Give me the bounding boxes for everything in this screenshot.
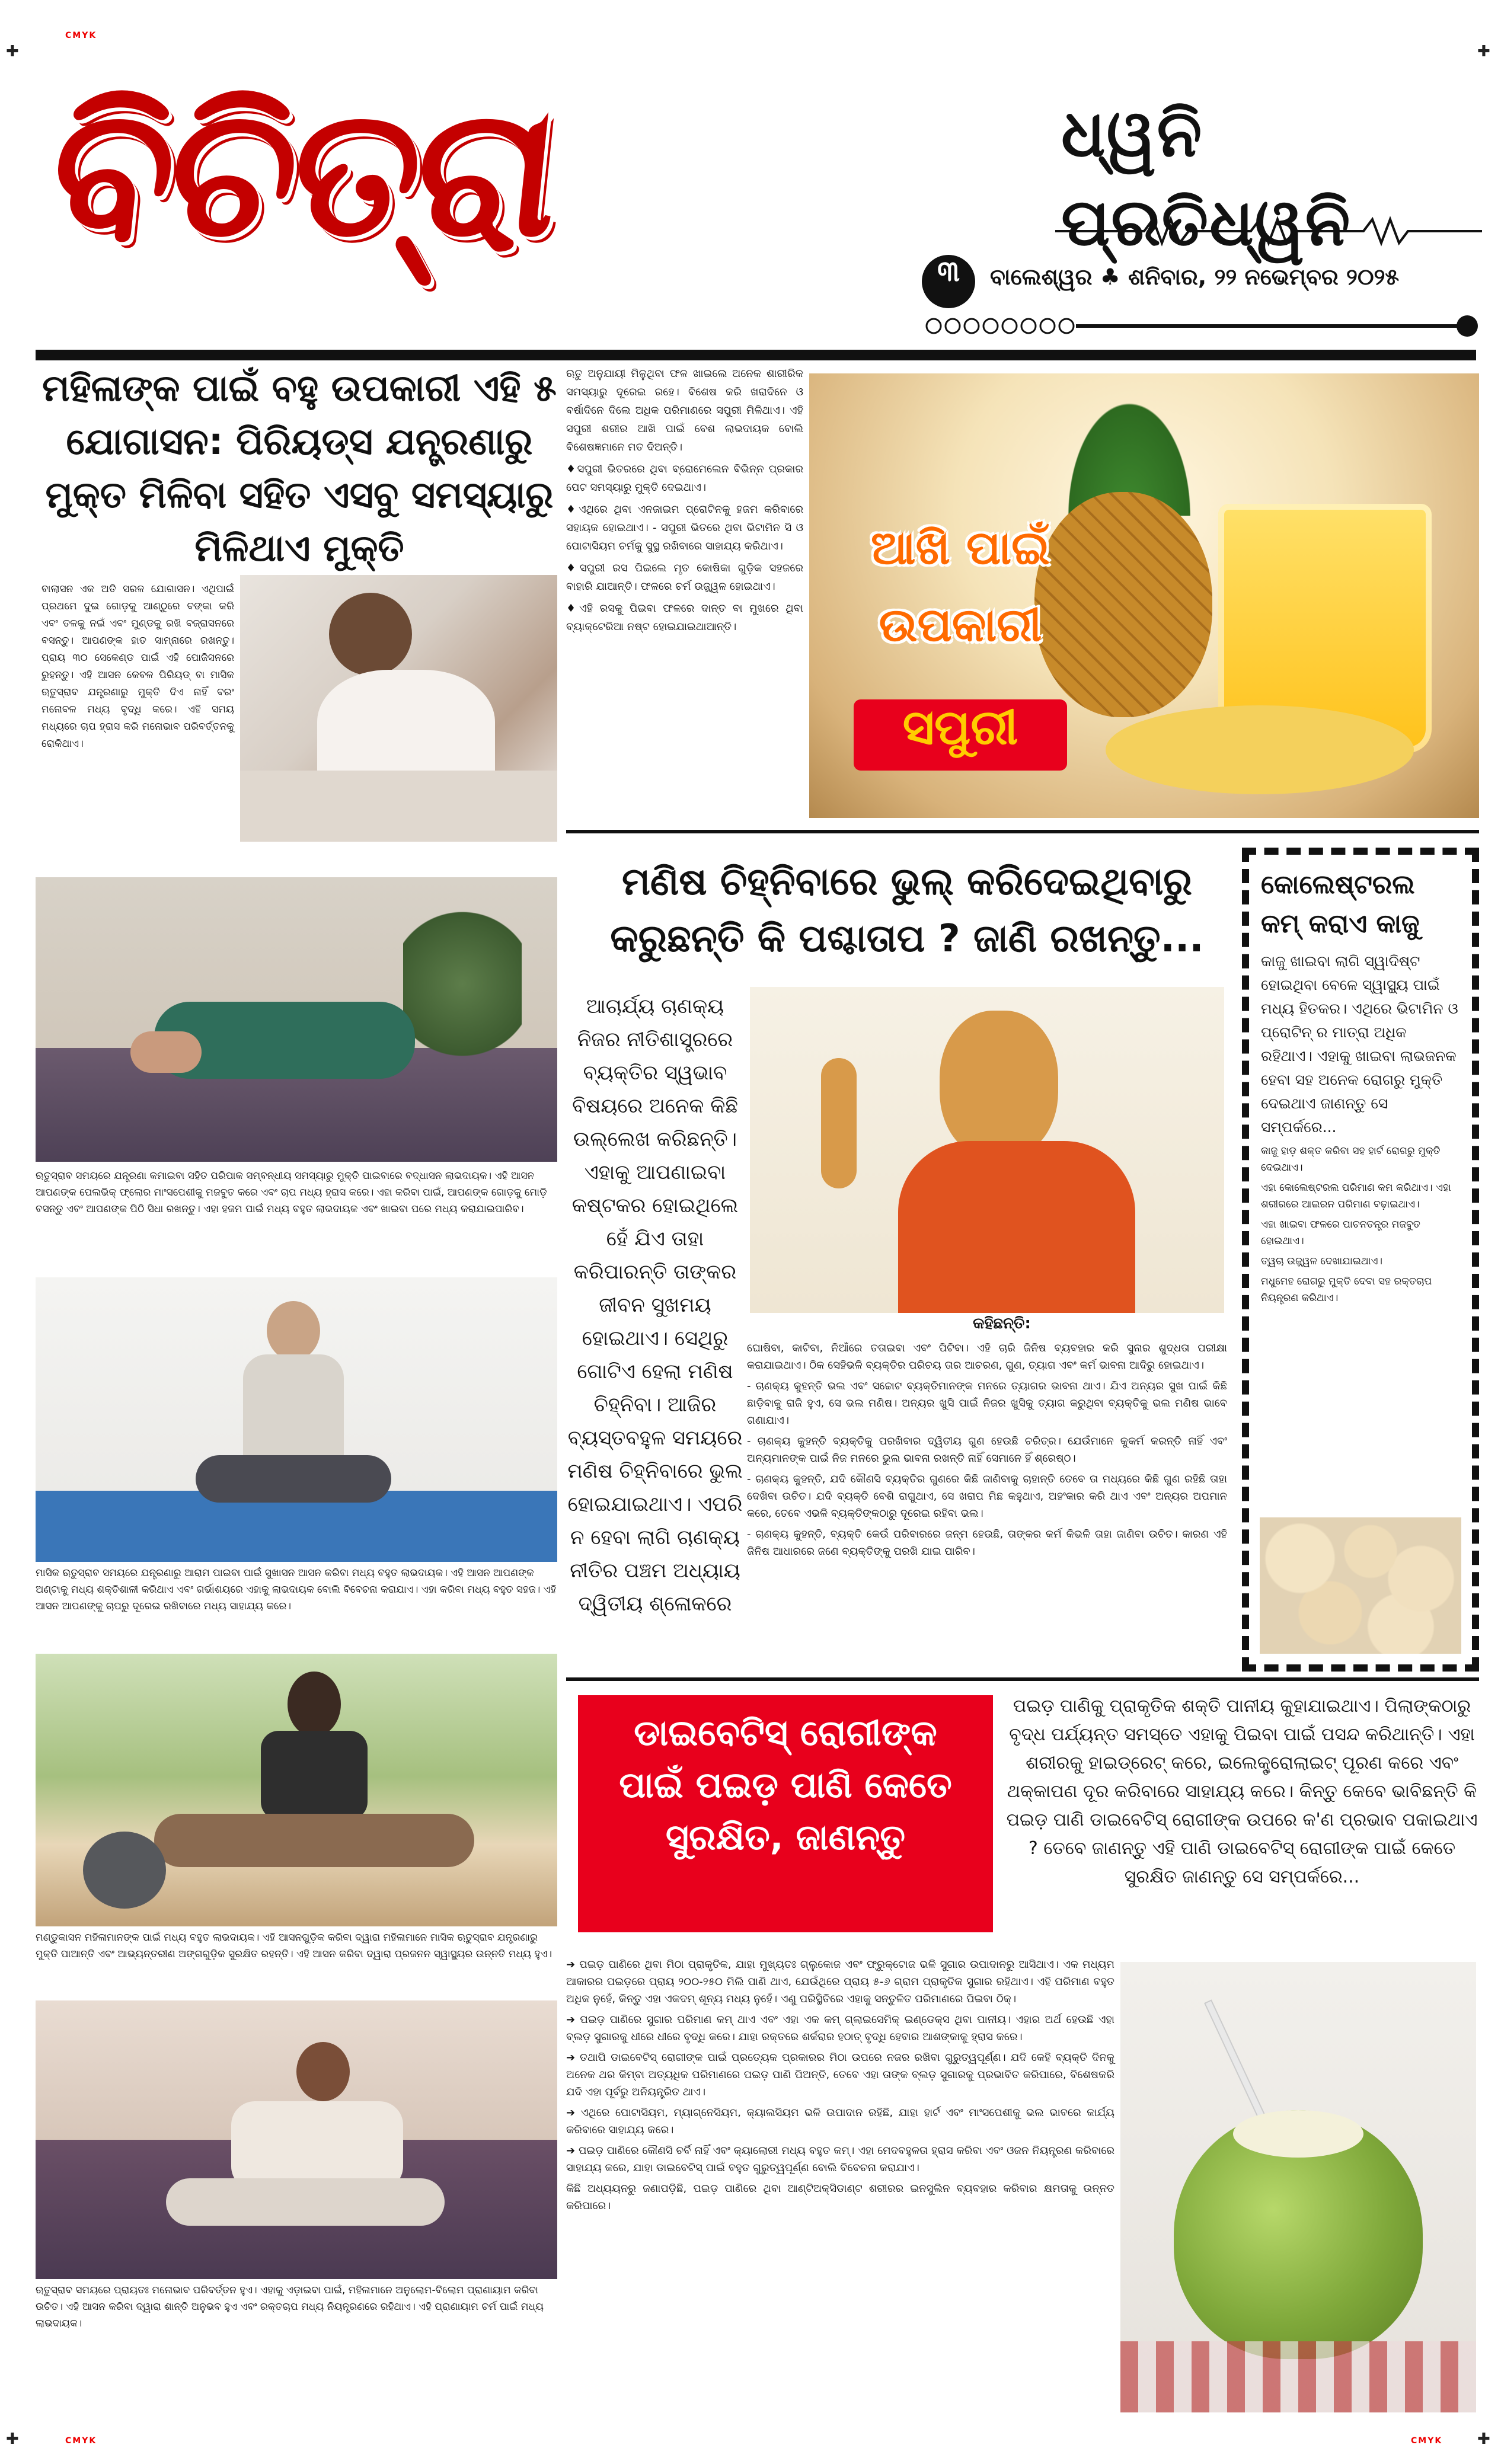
yoga-caption-3: ମଣ୍ଡୁକାସନ ମହିଳାମାନଙ୍କ ପାଇଁ ମଧ୍ୟ ବହୁତ ଲାଭଦାୟକ। ଏହି ଆସନଗୁଡ଼ିକ କରିବା ଦ୍ୱାରା ମହିଳାମାନେ ମାସିକ ଋତୁସ୍ରାବ ଯନ୍ତ୍ରଣାରୁ ମୁକ୍ତି ପାଆନ୍ତି ଏବଂ ଆଭ୍ୟନ୍ତରୀଣ ଅଙ୍ଗଗୁଡ଼ିକ ସୁରକ୍ଷିତ ରହନ୍ତି। ଏହି ଆସନ କରିବା ଦ୍ୱାରା ପ୍ରଜନନ ସ୍ୱାସ୍ଥ୍ୟର ଉନ୍ନତି ମଧ୍ୟ ହୁଏ। bbox=[36, 1932, 552, 1960]
coconut-headline-box bbox=[578, 1695, 993, 1932]
coconut-bullet-2: ➔ ତଥାପି ଡାଇବେଟିସ୍ ରୋଗୀଙ୍କ ପାଇଁ ପ୍ରତ୍ୟେକ ପ୍ରକାରର ମିଠା ଉପରେ ନଜର ରଖିବା ଗୁରୁତ୍ୱପୂର୍ଣ୍ଣ। ଯଦି କେହି ବ୍ୟକ୍ତି ଦିନକୁ ଅନେକ ଥର କିମ୍ବା ଅତ୍ୟଧିକ ପରିମାଣରେ ପଇଡ଼ ପାଣି ପିଅନ୍ତି, ତେବେ ଏହା ତାଙ୍କ ବ୍ଲଡ଼ ସୁଗାରକୁ ପ୍ରଭାବିତ କରିପାରେ, ବିଶେଷକରି ଯଦି ଏହା ପୂର୍ବରୁ ଅନିୟନ୍ତ୍ରିତ ଥାଏ। bbox=[566, 2051, 1114, 2098]
cashew-para-2: ଏହା କୋଲେଷ୍ଟରଲ ପରିମାଣ କମ କରିଥାଏ। ଏହା ଶରୀରରେ ଆଇରନ ପରିମାଣ ବଢ଼ାଇଥାଏ। bbox=[1261, 1182, 1451, 1210]
photo-coconut bbox=[1120, 1962, 1476, 2412]
chanakya-headline: ମଣିଷ ଚିହ୍ନିବାରେ ଭୁଲ୍ କରିଦେଇଥିବାରୁ କରୁଛନ୍ତି କି ପଶ୍ଚାତାପ ? ଜାଣି ରଖନ୍ତୁ... bbox=[610, 860, 1204, 961]
pineapple-para-2: ♦ଏଥିରେ ଥିବା ଏନଜାଇମ ପ୍ରୋଟିନକୁ ହଜମ କରିବାରେ ସହାୟକ ହୋଇଥାଏ। - ସପୁରୀ ଭିତରେ ଥିବା ଭିଟାମିନ ସି ଓ ପୋଟାସିୟମ ଚର୍ମକୁ ସୁସ୍ଥ ରଖିବାରେ ସାହାଯ୍ୟ କରିଥାଏ। bbox=[566, 503, 803, 552]
section-rule-lower bbox=[566, 1677, 1479, 1681]
yoga-caption-4: ଋତୁସ୍ରାବ ସମୟରେ ପ୍ରାୟତଃ ମନୋଭାବ ପରିବର୍ତ୍ତନ ହୁଏ। ଏହାକୁ ଏଡ଼ାଇବା ପାଇଁ, ମହିଳାମାନେ ଅନୁଲୋମ-ବିଲୋମ ପ୍ରାଣାୟାମ କରିବା ଉଚିତ। ଏହି ଆସନ କରିବା ଦ୍ୱାରା ଶାନ୍ତି ଅନୁଭବ ହୁଏ ଏବଂ ରକ୍ତଚାପ ମଧ୍ୟ ନିୟନ୍ତ୍ରଣରେ ରହିଥାଏ। ଏହି ପ୍ରାଣାୟାମ ଚର୍ମ ପାଇଁ ମଧ୍ୟ ଲାଭଦାୟକ। bbox=[36, 2284, 544, 2329]
coconut-bullet-4: ➔ ପଇଡ଼ ପାଣିରେ କୌଣସି ଚର୍ବି ନାହିଁ ଏବଂ କ୍ୟାଲୋରୀ ମଧ୍ୟ ବହୁତ କମ୍। ଏହା ମେଦବହୁଳତା ହ୍ରାସ କରିବା ଏବଂ ଓଜନ ନିୟନ୍ତ୍ରଣ କରିବାରେ ସାହାଯ୍ୟ କରେ, ଯାହା ଡାଇବେଟିସ୍ ପାଇଁ ବହୁତ ଗୁରୁତ୍ୱପୂର୍ଣ୍ଣ ବୋଲି ବିବେଚନା କରାଯାଏ। bbox=[566, 2145, 1114, 2174]
photo-mandukasana bbox=[36, 1654, 557, 1926]
yoga-caption-2: ମାସିକ ଋତୁସ୍ରାବ ସମୟରେ ଯନ୍ତ୍ରଣାରୁ ଆରାମ ପାଇବା ପାଇଁ ସୁଖାସନ ଆସନ କରିବା ମଧ୍ୟ ବହୁତ ଲାଭଦାୟକ। ଏହି ଆସନ ଆପଣଙ୍କ ଅଣ୍ଟାକୁ ମଧ୍ୟ ଶକ୍ତିଶାଳୀ କରିଥାଏ ଏବଂ ଗର୍ଭାଶୟରେ ଏହାକୁ ଲାଭଦାୟକ ବୋଲି ବିବେଚନା କରାଯାଏ। ଏହା କରିବା ମଧ୍ୟ ବହୁତ ସହଜ। ଏହି ଆସନ ଆପଣଙ୍କୁ ଚାପରୁ ଦୂରେଇ ରଖିବାରେ ମଧ୍ୟ ସାହାଯ୍ୟ କରେ। bbox=[36, 1567, 557, 1612]
cmyk-mark-bottom-left: CMYK bbox=[65, 2436, 97, 2446]
pineapple-overlay-line3: ସପୁରୀ bbox=[854, 699, 1067, 771]
chanakya-subhead: କହିଛନ୍ତି: bbox=[973, 1315, 1031, 1332]
masthead-title: ବିଚିତ୍ରା bbox=[42, 67, 566, 276]
chanakya-left-column: ଆଚାର୍ଯ୍ୟ ଚାଣକ୍ୟ ନିଜର ନୀତିଶାସ୍ତ୍ରରେ ବ୍ୟକ୍ତିର ସ୍ୱଭାବ ବିଷୟରେ ଅନେକ କିଛି ଉଲ୍ଲେଖ କରିଛନ୍ତି। ଏହାକୁ ଆପଣାଇବା କଷ୍ଟକର ହୋଇଥିଲେ ହେଁ ଯିଏ ତାହା କରିପାରନ୍ତି ତାଙ୍କର ଜୀବନ ସୁଖମୟ ହୋଇଥାଏ। ସେଥିରୁ ଗୋଟିଏ ହେଲା ମଣିଷ ଚିହ୍ନିବା। ଆଜିର ବ୍ୟସ୍ତବହୁଳ ସମୟରେ ମଣିଷ ଚିହ୍ନିବାରେ ଭୁଲ ହୋଇଯାଇଥାଏ। ଏପରି ନ ହେବା ଲାଗି ଚାଣକ୍ୟ ନୀତିର ପଞ୍ଚମ ଅଧ୍ୟାୟ ଦ୍ୱିତୀୟ ଶ୍ଳୋକରେ bbox=[567, 995, 743, 1616]
chanakya-para-4: - ଚାଣକ୍ୟ କୁହନ୍ତି, ବ୍ୟକ୍ତି କେଉଁ ପରିବାରରେ ଜନ୍ମ ହେଉଛି, ତାଙ୍କର କର୍ମ କିଭଳି ତାହା ଜାଣିବା ଉଚିତ। କାରଣ ଏହି ଜିନିଷ ଆଧାରରେ ଜଣେ ବ୍ୟକ୍ତିଙ୍କୁ ପରଖି ଯାଇ ପାରିବ। bbox=[747, 1528, 1227, 1558]
coconut-headline: ଡାଇବେଟିସ୍ ରୋଗୀଙ୍କ ପାଇଁ ପଇଡ଼ ପାଣି କେତେ ସୁରକ୍ଷିତ, ଜାଣନ୍ତୁ bbox=[619, 1712, 952, 1858]
registration-mark-bottom-left: ✚ bbox=[6, 2430, 19, 2448]
coconut-intro: ପଇଡ଼ ପାଣିକୁ ପ୍ରାକୃତିକ ଶକ୍ତି ପାନୀୟ କୁହାଯାଇଥାଏ। ପିଲାଙ୍କଠାରୁ ବୃଦ୍ଧ ପର୍ଯ୍ୟନ୍ତ ସମସ୍ତେ ଏହାକୁ ପିଇବା ପାଇଁ ପସନ୍ଦ କରିଥାନ୍ତି। ଏହା ଶରୀରକୁ ହାଇଡ୍ରେଟ୍ କରେ, ଇଲେକ୍ଟ୍ରୋଲାଇଟ୍ ପୂରଣ କରେ ଏବଂ ଥକ୍କାପଣ ଦୂର କରିବାରେ ସାହାଯ୍ୟ କରେ। କିନ୍ତୁ କେବେ ଭାବିଛନ୍ତି କି ପଇଡ଼ ପାଣି ଡାଇବେଟିସ୍ ରୋଗୀଙ୍କ ଉପରେ କ'ଣ ପ୍ରଭାବ ପକାଇଥାଏ ? ତେବେ ଜାଣନ୍ତୁ ଏହି ପାଣି ଡାଇବେଟିସ୍ ରୋଗୀଙ୍କ ପାଇଁ କେତେ ସୁରକ୍ଷିତ ଜାଣନ୍ତୁ ସେ ସମ୍ପର୍କରେ... bbox=[1006, 1696, 1478, 1887]
chanakya-para-2: - ଚାଣକ୍ୟ କୁହନ୍ତି ବ୍ୟକ୍ତିକୁ ପରଖିବାର ଦ୍ୱିତୀୟ ଗୁଣ ହେଉଛି ଚରିତ୍ର। ଯେଉଁମାନେ କୁକର୍ମ କରନ୍ତି ନାହିଁ ଏବଂ ଅନ୍ୟମାନଙ୍କ ପାଇଁ ନିଜ ମନରେ ଭୁଲ ଭାବନା ରଖନ୍ତି ନାହିଁ ସେମାନେ ହିଁ ଶ୍ରେଷ୍ଠ। bbox=[747, 1435, 1227, 1465]
coconut-bullet-1: ➔ ପଇଡ଼ ପାଣିରେ ସୁଗାର ପରିମାଣ କମ୍ ଥାଏ ଏବଂ ଏହା ଏକ କମ୍ ଗ୍ଲାଇସେମିକ୍ ଇଣ୍ଡେକ୍ସ ଥିବା ପାନୀୟ। ଏହାର ଅର୍ଥ ହେଉଛି ଏହା ବ୍ଲଡ଼ ସୁଗାରକୁ ଧୀରେ ଧୀରେ ବୃଦ୍ଧି କରେ। ଯାହା ରକ୍ତରେ ଶର୍କରାର ହଠାତ୍ ବୃଦ୍ଧି ହେବାର ଆଶଙ୍କାକୁ ହ୍ରାସ କରେ। bbox=[566, 2014, 1114, 2043]
pineapple-overlay-line2: ଉପକାରୀ bbox=[879, 599, 1042, 652]
chanakya-para-0: ଘୋଷିବା, କାଟିବା, ନିଆଁରେ ତତାଇବା ଏବଂ ପିଟିବା। ଏହି ଚାରି ଜିନିଷ ବ୍ୟବହାର କରି ସୁନାର ଶୁଦ୍ଧତା ପରୀକ୍ଷା କରାଯାଇଥାଏ। ଠିକ ସେହିଭଳି ବ୍ୟକ୍ତିର ପରିଚୟ ତାର ଆଚରଣ, ଗୁଣ, ତ୍ୟାଗ ଏବଂ କର୍ମ ଭାବନା ଆଦିରୁ ହୋଇଥାଏ। bbox=[747, 1342, 1227, 1372]
coconut-body bbox=[566, 1956, 1114, 2418]
yoga-intro-text: ବାଲାସନ ଏକ ଅତି ସରଳ ଯୋଗାସନ। ଏଥିପାଇଁ ପ୍ରଥମେ ଦୁଇ ଗୋଡ଼କୁ ଆଣ୍ଠୁରେ ବଙ୍କା କରି ଏବଂ ତଳକୁ ନଇଁ ଏବଂ ମୁଣ୍ଡକୁ ରଖି ବଜ୍ରାସନରେ ବସନ୍ତୁ। ଆପଣଙ୍କ ହାତ ସାମ୍ନାରେ ରଖନ୍ତୁ। ପ୍ରାୟ ୩୦ ସେକେଣ୍ଡ ପାଇଁ ଏହି ପୋଜିସନରେ ରୁହନ୍ତୁ। ଏହି ଆସନ କେବଳ ପିରିୟଡ୍ ବା ମାସିକ ଋତୁସ୍ରାବ ଯନ୍ତ୍ରଣାରୁ ମୁକ୍ତି ଦିଏ ନାହିଁ ବରଂ ମନୋବଳ ମଧ୍ୟ ବୃଦ୍ଧି କରେ। ଏହି ସମୟ ମଧ୍ୟରେ ଚାପ ହ୍ରାସ କରି ମନୋଭାବ ପରିବର୍ତ୍ତନକୁ ରୋକିଥାଏ। bbox=[41, 583, 234, 750]
yoga-caption-1: ଋତୁସ୍ରାବ ସମୟରେ ଯନ୍ତ୍ରଣା କମାଇବା ସହିତ ପରିପାକ ସମ୍ବନ୍ଧୀୟ ସମସ୍ୟାରୁ ମୁକ୍ତି ପାଇବାରେ ବଦ୍ଧାସନ ଲାଭଦାୟକ। ଏହି ଆସନ ଆପଣଙ୍କ ପେଲଭିକ୍ ଫ୍ଲୋର ମାଂସପେଶୀକୁ ମଜବୁତ କରେ ଏବଂ ଚାପ ମଧ୍ୟ ହ୍ରାସ କରେ। ଏହା କରିବା ପାଇଁ, ଆପଣଙ୍କ ଗୋଡ଼କୁ ମୋଡ଼ି ବସନ୍ତୁ ଏବଂ ଆପଣଙ୍କ ପିଠି ସିଧା ରଖନ୍ତୁ। ଏହା ହଜମ ପାଇଁ ମଧ୍ୟ ବହୁତ ଲାଭଦାୟକ ଏବଂ ଖାଇବା ପରେ ମଧ୍ୟ କରାଯାଇପାରିବ। bbox=[36, 1170, 547, 1215]
pineapple-para-4: ♦ଏହି ରସକୁ ପିଇବା ଫଳରେ ଦାନ୍ତ ବା ମୁଖରେ ଥିବା ବ୍ୟାକ୍ଟେରିଆ ନଷ୍ଟ ହୋଇଯାଇଥାଆନ୍ତି। bbox=[566, 602, 803, 633]
page-number-badge: ୩ bbox=[922, 255, 975, 308]
registration-mark-bottom-right: ✚ bbox=[1477, 2430, 1490, 2448]
pineapple-para-0: ଋତୁ ଅନୁଯାୟୀ ମିଳୁଥିବା ଫଳ ଖାଇଲେ ଅନେକ ଶାରୀରିକ ସମସ୍ୟାରୁ ଦୂରେଇ ରହେ। ବିଶେଷ କରି ଖରାଦିନେ ଓ ବର୍ଷାଦିନେ ଦିଲେ ଅଧିକ ପରିମାଣରେ ସପୁରୀ ମିଳିଥାଏ। ଏହି ସପୁରୀ ଶରୀର ଆଖି ପାଇଁ ବେଶ ଲାଭଦାୟକ ବୋଲି ବିଶେଷଜ୍ଞମାନେ ମତ ଦିଅନ୍ତି। bbox=[566, 367, 803, 453]
photo-cashews bbox=[1260, 1517, 1461, 1654]
cashew-para-0: କାଜୁ ଖାଇବା ଲାଗି ସ୍ୱାଦିଷ୍ଟ ହୋଇଥିବା ବେଳେ ସ୍ୱାସ୍ଥ୍ୟ ପାଇଁ ମଧ୍ୟ ହିତକର। ଏଥିରେ ଭିଟାମିନ ଓ ପ୍ରୋଟିନ୍ ର ମାତ୍ରା ଅଧିକ ରହିଥାଏ। ଏହାକୁ ଖାଇବା ଲାଭଜନକ ହେବା ସହ ଅନେକ ରୋଗରୁ ମୁକ୍ତି ଦେଇଥାଏ ଜାଣନ୍ତୁ ସେ ସମ୍ପର୍କରେ... bbox=[1261, 953, 1458, 1136]
pineapple-text-column bbox=[566, 365, 803, 827]
cashew-para-3: ଏହା ଖାଇବା ଫଳରେ ପାଚନତନ୍ତ୍ର ମଜବୁତ ହୋଇଥାଏ। bbox=[1261, 1219, 1420, 1247]
photo-chanakya bbox=[750, 987, 1224, 1313]
cashew-headline: କୋଲେଷ୍ଟରଲ କମ୍ କରାଏ କାଜୁ bbox=[1261, 870, 1420, 939]
dateline: ବାଲେଶ୍ୱର ♣ ଶନିବାର, ୨୨ ନଭେମ୍ବର ୨୦୨୫ bbox=[990, 264, 1400, 290]
pulse-line-decoration bbox=[1055, 213, 1482, 249]
registration-mark-top-left: ✚ bbox=[6, 43, 19, 60]
chain-rule-decoration bbox=[922, 314, 1479, 338]
pineapple-overlay-line1: ଆଖି ପାଇଁ bbox=[870, 522, 1050, 575]
masthead-rule bbox=[36, 350, 1476, 360]
cmyk-mark-top: CMYK bbox=[65, 31, 97, 40]
cashew-para-5: ମଧୁମେହ ରୋଗରୁ ମୁକ୍ତି ଦେବା ସହ ରକ୍ତଚାପ ନିୟନ୍ତ୍ରଣ କରିଥାଏ। bbox=[1261, 1276, 1432, 1304]
pineapple-para-3: ♦ସପୁରୀ ରସ ପିଇଲେ ମୃତ କୋଷିକା ଗୁଡ଼ିକ ସହଜରେ ବାହାରି ଯାଆନ୍ତି। ଫଳରେ ଚର୍ମ ଉଜ୍ଜ୍ୱଳ ହୋଇଥାଏ। bbox=[566, 562, 803, 593]
photo-pranayama bbox=[36, 2000, 557, 2279]
coconut-bullet-3: ➔ ଏଥିରେ ପୋଟାସିୟମ, ମ୍ୟାଗ୍ନେସିୟମ, କ୍ୟାଲସିୟମ ଭଳି ଉପାଦାନ ରହିଛି, ଯାହା ହାର୍ଟ ଏବଂ ମାଂସପେଶୀକୁ ଭଲ ଭାବରେ କାର୍ଯ୍ୟ କରିବାରେ ସାହାଯ୍ୟ କରେ। bbox=[566, 2107, 1114, 2136]
chanakya-para-1: - ଚାଣକ୍ୟ କୁହନ୍ତି ଭଲ ଏବଂ ସଚ୍ଚୋଟ ବ୍ୟକ୍ତିମାନଙ୍କ ମନରେ ତ୍ୟାଗର ଭାବନା ଥାଏ। ଯିଏ ଅନ୍ୟର ସୁଖ ପାଇଁ କିଛି ଛାଡ଼ିବାକୁ ରାଜି ହୁଏ, ସେ ଭଲ ମଣିଷ। ଅନ୍ୟର ଖୁସି ପାଇଁ ନିଜର ଖୁସିକୁ ତ୍ୟାଗ କରୁଥିବା ବ୍ୟକ୍ତିକୁ ଭଲ ମଣିଷ ଭାବେ ଗଣାଯାଏ। bbox=[747, 1380, 1227, 1427]
pineapple-para-1: ♦ସପୁରୀ ଭିତରରେ ଥିବା ବ୍ରୋମେଲେନ ବିଭିନ୍ନ ପ୍ରକାର ପେଟ ସମସ୍ୟାରୁ ମୁକ୍ତି ଦେଇଥାଏ। bbox=[566, 463, 803, 494]
registration-mark-top-right: ✚ bbox=[1477, 43, 1490, 60]
cmyk-mark-bottom-right: CMYK bbox=[1411, 2436, 1443, 2446]
coconut-bullet-5: କିଛି ଅଧ୍ୟୟନରୁ ଜଣାପଡ଼ିଛି, ପଇଡ଼ ପାଣିରେ ଥିବା ଆଣ୍ଟିଅକ୍ସିଡାଣ୍ଟ ଶରୀରର ଇନସୁଲିନ ବ୍ୟବହାର କରିବାର କ୍ଷମତାକୁ ଉନ୍ନତ କରିପାରେ। bbox=[566, 2182, 1114, 2212]
cashew-para-1: କାଜୁ ହାଡ଼ ଶକ୍ତ କରିବା ସହ ହାର୍ଟ ରୋଗରୁ ମୁକ୍ତି ଦେଇଥାଏ। bbox=[1261, 1145, 1441, 1174]
section-rule-middle bbox=[566, 830, 1479, 833]
photo-woman-cramps bbox=[240, 575, 557, 842]
brand-name: ଧ୍ୱନି ପ୍ରତିଧ୍ୱନି bbox=[1061, 95, 1352, 260]
coconut-bullet-0: ➔ ପଇଡ଼ ପାଣିରେ ଥିବା ମିଠା ପ୍ରାକୃତିକ, ଯାହା ମୁଖ୍ୟତଃ ଗ୍ଲୁକୋଜ ଏବଂ ଫ୍ରୁକ୍ଟୋଜ ଭଳି ସୁଗାର ଉପାଦାନରୁ ଆସିଥାଏ। ଏକ ମଧ୍ୟମ ଆକାରର ପଇଡ଼ରେ ପ୍ରାୟ ୨୦୦-୨୫୦ ମିଲି ପାଣି ଥାଏ, ଯେଉଁଥିରେ ପ୍ରାୟ ୫-୬ ଗ୍ରାମ ପ୍ରାକୃତିକ ସୁଗାର ରହିଥାଏ। ଏହି ପରିମାଣ ବହୁତ ଅଧିକ ନୁହେଁ, କିନ୍ତୁ ଏହା ଏକଦମ୍ ଶୂନ୍ୟ ମଧ୍ୟ ନୁହେଁ। ଏଣୁ ପରିସ୍ଥିତିରେ ଏହାକୁ ସନ୍ତୁଳିତ ପରିମାଣରେ ପିଇବା ଠିକ୍। bbox=[566, 1958, 1114, 2005]
photo-child-pose bbox=[36, 877, 557, 1162]
chanakya-right-column bbox=[747, 1340, 1227, 1648]
yoga-headline: ମହିଳାଙ୍କ ପାଇଁ ବହୁ ଉପକାରୀ ଏହି ୫ ଯୋଗାସନ: ପିରିୟଡ୍ସ ଯନ୍ତ୍ରଣାରୁ ମୁକ୍ତ ମିଳିବା ସହିତ ଏସବୁ ସମସ୍ୟାରୁ ମିଳିଥାଏ ମୁକ୍ତି bbox=[42, 366, 557, 570]
cashew-para-4: ତ୍ୱଚା ଉଜ୍ଜ୍ୱଳ ଦେଖାଯାଇଥାଏ। bbox=[1261, 1255, 1383, 1267]
chanakya-para-3: - ଚାଣକ୍ୟ କୁହନ୍ତି, ଯଦି କୌଣସି ବ୍ୟକ୍ତିର ଗୁଣରେ କିଛି ଜାଣିବାକୁ ଚାହାନ୍ତି ତେବେ ତା ମଧ୍ୟରେ କିଛି ଗୁଣ ରହିଛି ତାହା ଦେଖିବା ଉଚିତ। ଯଦି ବ୍ୟକ୍ତି ବେଶି ରାଗୁଥାଏ, ସେ ଖରାପ ମିଛ କହୁଥାଏ, ଅହଂକାର କରି ଥାଏ ଏବଂ ଅନ୍ୟର ଅପମାନ କରେ, ତେବେ ଏଭଳି ବ୍ୟକ୍ତିଙ୍କଠାରୁ ଦୂରେଇ ରହିବା ଭଲ। bbox=[747, 1473, 1227, 1520]
photo-sukhasana bbox=[36, 1277, 557, 1562]
